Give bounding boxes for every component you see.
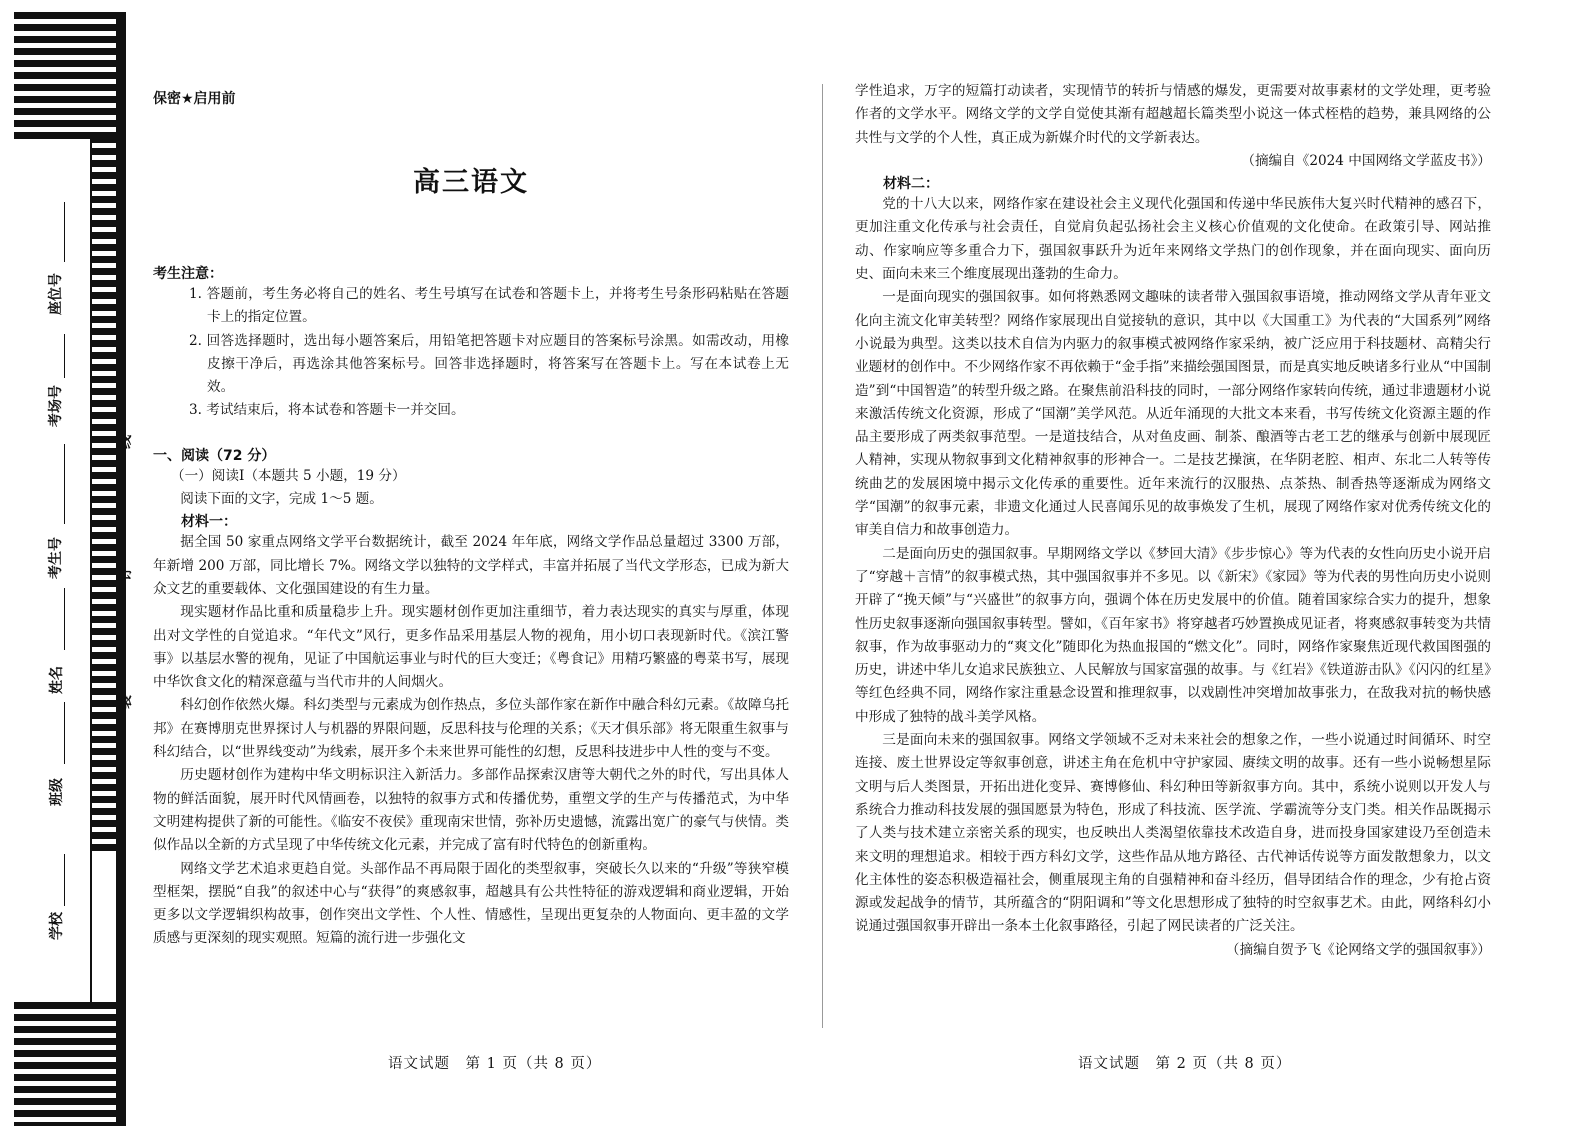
material-one-heading: 材料一：: [181, 514, 237, 531]
notice-block: [153, 263, 789, 423]
field-name-label: 姓名: [49, 666, 65, 694]
page-2-footer: 语文试题 第 2 页（共 8 页）: [1078, 1056, 1292, 1072]
paragraph: 科幻创作依然火爆。科幻类型与元素成为创作热点，多位头部作家在新作中融合科幻元素。《故障乌托邦》在赛博朋克世界探讨人与机器的界限问题，反思科技与伦理的关系；《天才俱乐部》将无限重生叙事与科幻结合，以“世界线变动”为线索，展开多个未来世界可能性的幻想，反思科技进步中人性的变与不变。: [153, 697, 789, 761]
field-class-underline: [64, 702, 65, 764]
field-seat-label: 座位号: [48, 273, 64, 315]
barcode-strip: [14, 12, 126, 1126]
page-1-footer: 语文试题 第 1 页（共 8 页）: [388, 1056, 602, 1072]
paragraph: 现实题材作品比重和质量稳步上升。现实题材创作更加注重细节，着力表达现实的真实与厚重，体现出对文学性的自觉追求。“年代文”风行，更多作品采用基层人物的视角，用小切口表现新时代。《滨江警事》以基层水警的视角，见证了中国航运事业与时代的巨大变迁；《粤食记》用精巧繁盛的粤菜书写，展现中华饮食文化的精深意蕴与当代市井的人间烟火。: [153, 604, 789, 691]
material-two-heading: 材料二：: [883, 176, 939, 193]
binding-strip: [14, 12, 134, 1126]
field-room-label: 考场号: [48, 385, 64, 427]
notice-item: 1. 答题前，考生务必将自己的姓名、考生号填写在试卷和答题卡上，并将考生号条形码粘贴在答题卡上的指定位置。: [189, 286, 789, 326]
section-reading: [153, 445, 789, 951]
source-citation: （摘编自《2024 中国网络文学蓝皮书》）: [1241, 152, 1491, 169]
paragraph: 网络文学艺术追求更趋自觉。头部作品不再局限于固化的类型叙事，突破长久以来的“升级”等狭窄模型框架，摆脱“自我”的叙述中心与“获得”的爽感叙事，超越具有公共性特征的游戏逻辑和商业逻辑，开始更多以文学逻辑织构故事，创作突出文学性、个人性、情感性，呈现出更复杂的人物面向、更丰盈的文学质感与更深刻的现实观照。短篇的流行进一步强化文: [153, 860, 789, 947]
exam-title: 高三语文: [413, 167, 529, 198]
paragraph: 一是面向现实的强国叙事。如何将熟悉网文趣味的读者带入强国叙事语境，推动网络文学从青年亚文化向主流文化审美转型？网络作家展现出自觉接轨的意识，其中以《大国重工》为代表的“大国系列”网络小说最为典型。这类以技术自信为内驱力的叙事模式被网络作家采纳，被广泛应用于科技题材、高精尖行业题材的创作中。不少网络作家不再依赖于“金手指”来描绘强国图景，而是真实地反映诸多行业从“中国制造”到“中国智造”的转型升级之路。在聚焦前沿科技的同时，一部分网络作家转向传统，通过非遗题材小说来激活传统文化资源，形成了“国潮”美学风范。从近年涌现的大批文本来看，书写传统文化资源主题的作品主要形成了两类叙事范型。一是道技结合，从对鱼皮画、制茶、酿酒等古老工艺的继承与创新中展现匠人精神，实现从物叙事到文化精神叙事的形神合一。二是技艺操演，在华阴老腔、相声、东北二人转等传统曲艺的发展困境中揭示文化传承的重要性。近年来流行的汉服热、点茶热、制香热等逐渐成为网络文学“国潮”的叙事元素，非遗文化通过人民喜闻乐见的故事焕发了生机，展现了网络作家对优秀传统文化的审美自信力和故事创造力。: [855, 289, 1491, 539]
paragraph-continuation: 学性追求，万字的短篇打动读者，实现情节的转折与情感的爆发，更需要对故事素材的文学处理，更考验作者的文学水平。网络文学的文学自觉使其渐有超越超长篇类型小说这一体式桎梏的趋势，兼具网络的公共性与文学的个人性，真正成为新媒介时代的文学新表达。: [855, 83, 1491, 146]
paragraph: 三是面向未来的强国叙事。网络文学领域不乏对未来社会的想象之作，一些小说通过时间循环、时空连接、废土世界设定等叙事创意，讲述主角在危机中守护家园、赓续文明的故事。还有一些小说畅想星际文明与后人类图景，开拓出进化变异、赛博修仙、科幻种田等新叙事方向。其中，系统小说则以开发人与系统合力推动科技发展的强国愿景为特色，形成了科技流、医学流、学霸流等分支门类。相关作品既揭示了人类与技术建立亲密关系的现实，也反映出人类渴望依靠技术改造自身，进而投身国家建设乃至创造未来文明的理想追求。相较于西方科幻文学，这些作品从地方路径、古代神话传说等方面发散想象力，以文化主体性的姿态积极造福社会，侧重展现主角的自强精神和奋斗经历，倡导团结合作的理念，少有抢占资源或发起战争的情节，其所蕴含的“阴阳调和”等文化思想形成了独特的时空叙事艺术。由此，网络科幻小说通过强国叙事开辟出一条本土化叙事路径，引起了网民读者的广泛关注。: [855, 732, 1491, 935]
paragraph: 历史题材创作为建构中华文明标识注入新活力。多部作品探索汉唐等大朝代之外的时代，写出具体人物的鲜活面貌，展开时代风情画卷，以独特的叙事方式和传播优势，重塑文学的生产与传播范式，为中华文明建构提供了新的可能性。《临安不夜侯》重现南宋世情，弥补历史遗憾，流露出宽广的豪气与侠情。类似作品以全新的方式呈现了中华传统文化元素，并完成了富有时代特色的创新重构。: [153, 767, 789, 854]
field-class-label: 班级: [49, 778, 65, 806]
notice-item: 2. 回答选择题时，选出每小题答案后，用铅笔把答题卡对应题目的答案标号涂黑。如需改动，用橡皮擦干净后，再选涂其他答案标号。回答非选择题时，将答案写在答题卡上。写在本试卷上无效。: [189, 332, 789, 396]
page-2: [855, 80, 1491, 962]
binding-mark-bind: 装: [118, 695, 134, 709]
sub-heading: （一）阅读Ⅰ（本题共 5 小题，19 分）: [171, 467, 406, 484]
field-name-underline: [64, 588, 65, 650]
field-examno-underline: [64, 444, 65, 524]
instruction: 阅读下面的文字，完成 1～5 题。: [180, 491, 383, 508]
notice-heading: 考生注意：: [153, 266, 223, 282]
paragraph: 党的十八大以来，网络作家在建设社会主义现代化强国和传递中华民族伟大复兴时代精神的感召下，更加注重文化传承与社会责任，自觉肩负起弘扬社会主义核心价值观的文化使命。在政策引导、网站推动、作家响应等多重合力下，强国叙事跃升为近年来网络文学热门的创作现象，并在面向现实、面向历史、面向未来三个维度展现出蓬勃的生命力。: [855, 196, 1491, 283]
paragraph: 据全国 50 家重点网络文学平台数据统计，截至 2024 年年底，网络文学作品总量超过 3300 万部，年新增 200 万部，同比增长 7%。网络文学以独特的文学样式，丰富并拓展了当代文学形态，已成为新大众文艺的重要载体、文化强国建设的有生力量。: [153, 534, 789, 597]
notice-item: 3. 考试结束后，将本试卷和答题卡一并交回。: [189, 402, 465, 419]
field-examno-label: 考生号: [48, 537, 64, 579]
field-school-underline: [64, 854, 65, 906]
binding-mark-staple: 订: [118, 567, 134, 581]
field-room-underline: [64, 334, 65, 378]
field-school-label: 学校: [49, 912, 65, 940]
source-citation: （摘编自贺予飞《论网络文学的强国叙事》）: [1225, 941, 1491, 958]
paragraph: 二是面向历史的强国叙事。早期网络文学以《梦回大清》《步步惊心》等为代表的女性向历史小说开启了“穿越＋言情”的叙事模式热，其中强国叙事并不多见。以《新宋》《家园》等为代表的男性向历史小说则开辟了“挽天倾”与“兴盛世”的叙事方向，强调个体在历史发展中的价值。随着国家综合实力的提升，想象性历史叙事逐渐向强国叙事转型。譬如，《百年家书》将穿越者巧妙置换成见证者，将爽感叙事转变为共情叙事，作为故事驱动力的“爽文化”随即化为热血报国的“燃文化”。同时，网络作家聚焦近现代救国图强的历史，讲述中华儿女追求民族独立、人民解放与国家富强的故事。与《红岩》《铁道游击队》《闪闪的红星》等红色经典不同，网络作家注重悬念设置和推理叙事，以戏剧性冲突增加故事张力，在敌我对抗的畅快感中形成了独特的战斗美学风格。: [855, 545, 1491, 725]
binding-mark-line: 线: [118, 435, 134, 449]
page-1: [153, 80, 789, 951]
confidential-label: 保密★启用前: [153, 91, 236, 107]
column-divider: [822, 84, 823, 1028]
section-heading: 一、阅读（72 分）: [153, 447, 276, 464]
field-seat-underline: [64, 202, 65, 262]
